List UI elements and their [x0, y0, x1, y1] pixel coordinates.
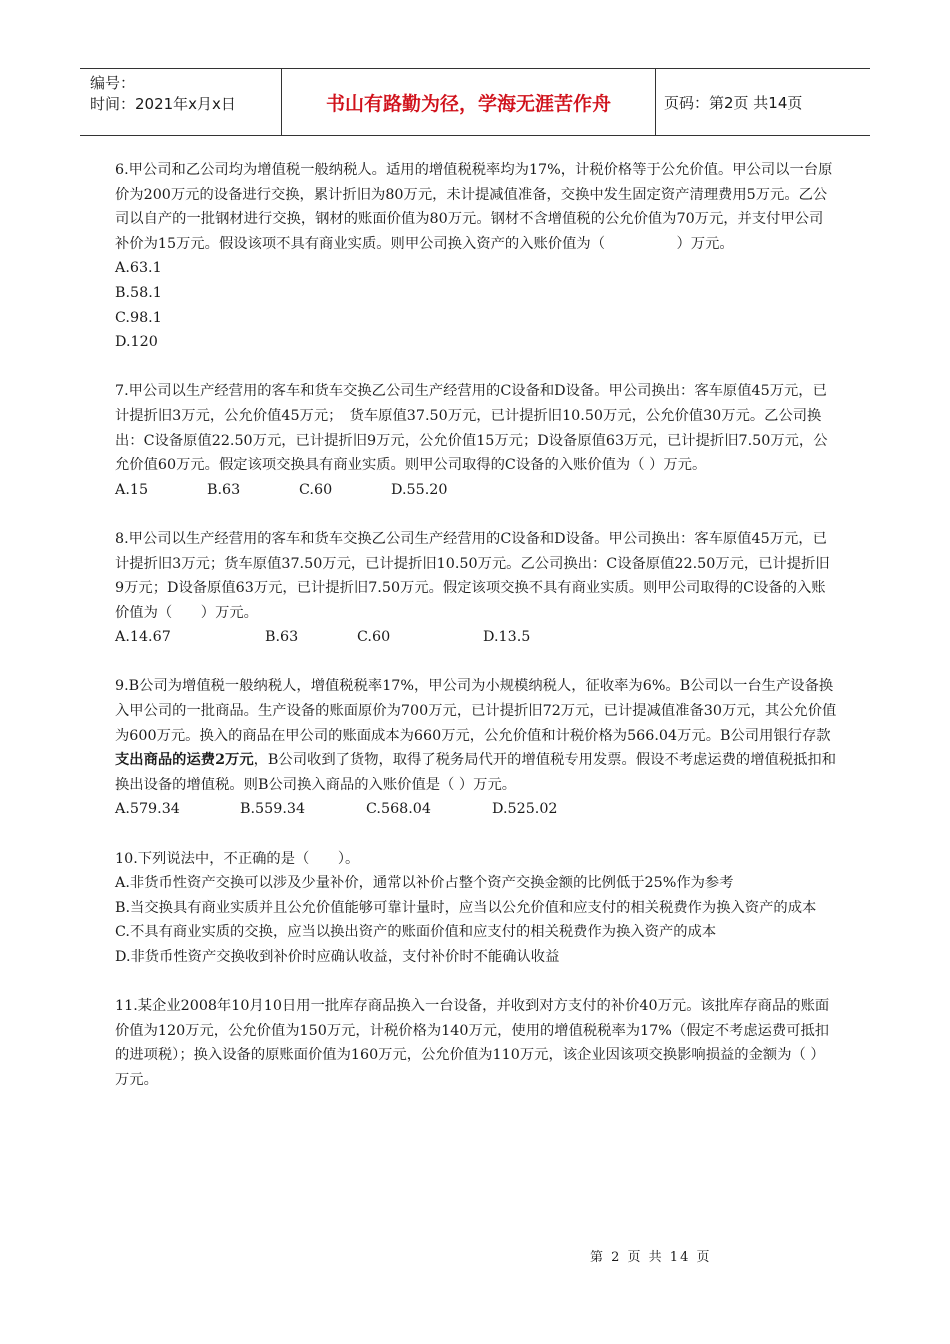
document-number-label: 编号： — [90, 74, 136, 92]
option-c: C.不具有商业实质的交换，应当以换出资产的账面价值和应支付的相关税费作为换入资产的成本 — [115, 924, 717, 941]
question-text: 7.甲公司以生产经营用的客车和货车交换乙公司生产经营用的C设备和D设备。甲公司换出：客车原值45万元，已计提折旧3万元，公允价值45万元； 货车原值37.50万元，已计提折旧10.50万元，公允价值30万元。乙公司换出：C设备原值22.50万元，已计提折旧9万元，公允价值15万元；D设备原值63万元，已计提折旧7.50万元，公允价值60万元。假定该项交换具有商业实质。则甲公司取得的C设备的入账价值为（ ）万元。 — [115, 383, 828, 474]
question-7 — [115, 379, 837, 502]
option-a: A.15 — [115, 481, 149, 498]
option-a: A.非货币性资产交换可以涉及少量补价，通常以补价占整个资产交换金额的比例低于25%作为参考 — [115, 875, 734, 892]
option-d: D.非货币性资产交换收到补价时应确认收益，支付补价时不能确认收益 — [115, 949, 560, 965]
option-d: D.55.20 — [391, 481, 448, 498]
option-c: C.98.1 — [115, 309, 162, 326]
option-d: D.525.02 — [492, 801, 558, 818]
header-motto: 书山有路勤为径，学海无涯苦作舟 — [282, 69, 656, 135]
question-list — [115, 158, 837, 1117]
question-11 — [115, 994, 837, 1092]
option-b: B.63 — [207, 481, 241, 498]
option-b: B.当交换具有商业实质并且公允价值能够可靠计量时，应当以公允价值和应支付的相关税费作为换入资产的成本 — [115, 899, 817, 916]
page-header — [80, 68, 870, 136]
header-meta — [80, 69, 282, 135]
option-c: C.568.04 — [366, 801, 431, 818]
question-text: 11.某企业2008年10月10日用一批库存商品换入一台设备，并收到对方支付的补价40万元。该批库存商品的账面价值为120万元，公允价值为150万元，计税价格为140万元，使用的增值税税率为17%（假定不考虑运费可抵扣的进项税）；换入设备的原账面价值为160万元，公允价值为110万元，该企业因该项交换影响损益的金额为（ ）万元。 — [115, 998, 830, 1088]
question-9 — [115, 674, 837, 822]
header-page-info: 页码：第2页 共14页 — [664, 93, 803, 112]
document-time-label: 时间：2021年x月x日 — [90, 95, 236, 113]
page-footer: 第 2 页 共 14 页 — [590, 1250, 712, 1265]
option-b: B.58.1 — [115, 284, 162, 301]
option-d: D.120 — [115, 334, 158, 351]
option-a: A.579.34 — [115, 801, 180, 818]
option-c: C.60 — [299, 481, 333, 498]
question-text: 6.甲公司和乙公司均为增值税一般纳税人。适用的增值税税率均为17%，计税价格等于公允价值。甲公司以一台原价为200万元的设备进行交换，累计折旧为80万元，未计提减值准备，交换中发生固定资产清理费用5万元。乙公司以自产的一批钢材进行交换，钢材的账面价值为80万元。钢材不含增值税的公允价值为70万元，并支付甲公司补价为15万元。假设该项不具有商业实质。则甲公司换入资产的入账价值为（ ）万元。 — [115, 162, 833, 252]
option-b: B.63 — [265, 629, 299, 646]
question-text — [115, 674, 837, 797]
option-a: A.14.67 — [115, 629, 171, 646]
option-c: C.60 — [357, 629, 391, 646]
question-10 — [115, 847, 837, 970]
question-text: 10.下列说法中，不正确的是（ ）。 — [115, 850, 360, 867]
question-8 — [115, 527, 837, 650]
question-text-emphasis: 支出商品的运费2万元 — [115, 752, 254, 769]
option-b: B.559.34 — [240, 801, 306, 818]
option-a: A.63.1 — [115, 260, 162, 277]
question-text-part: ，B公司收到了货物，取得了税务局代开的增值税专用发票。假设不考虑运费的增值税抵扣和换出设备的增值税。则B公司换入商品的入账价值是（ ）万元。 — [115, 752, 837, 793]
question-text-part: 9.B公司为增值税一般纳税人，增值税税率17%，甲公司为小规模纳税人，征收率为6%。B公司以一台生产设备换入甲公司的一批商品。生产设备的账面原价为700万元，已计提折旧72万元，已计提减值准备30万元，其公允价值为600万元。换入的商品在甲公司的账面成本为660万元，公允价值和计税价格为566.04万元。B公司用银行存款 — [115, 678, 837, 744]
question-text: 8.甲公司以生产经营用的客车和货车交换乙公司生产经营用的C设备和D设备。甲公司换出：客车原值45万元，已计提折旧3万元；货车原值37.50万元，已计提折旧10.50万元。乙公司换出：C设备原值22.50万元，已计提折旧9万元；D设备原值63万元，已计提折旧7.50万元。假定该项交换不具有商业实质。则甲公司取得的C设备的入账价值为（ ）万元。 — [115, 530, 830, 621]
options-row — [115, 797, 837, 822]
question-6 — [115, 158, 837, 355]
option-d: D.13.5 — [483, 629, 531, 646]
options-row — [115, 625, 837, 650]
options-row — [115, 478, 837, 503]
